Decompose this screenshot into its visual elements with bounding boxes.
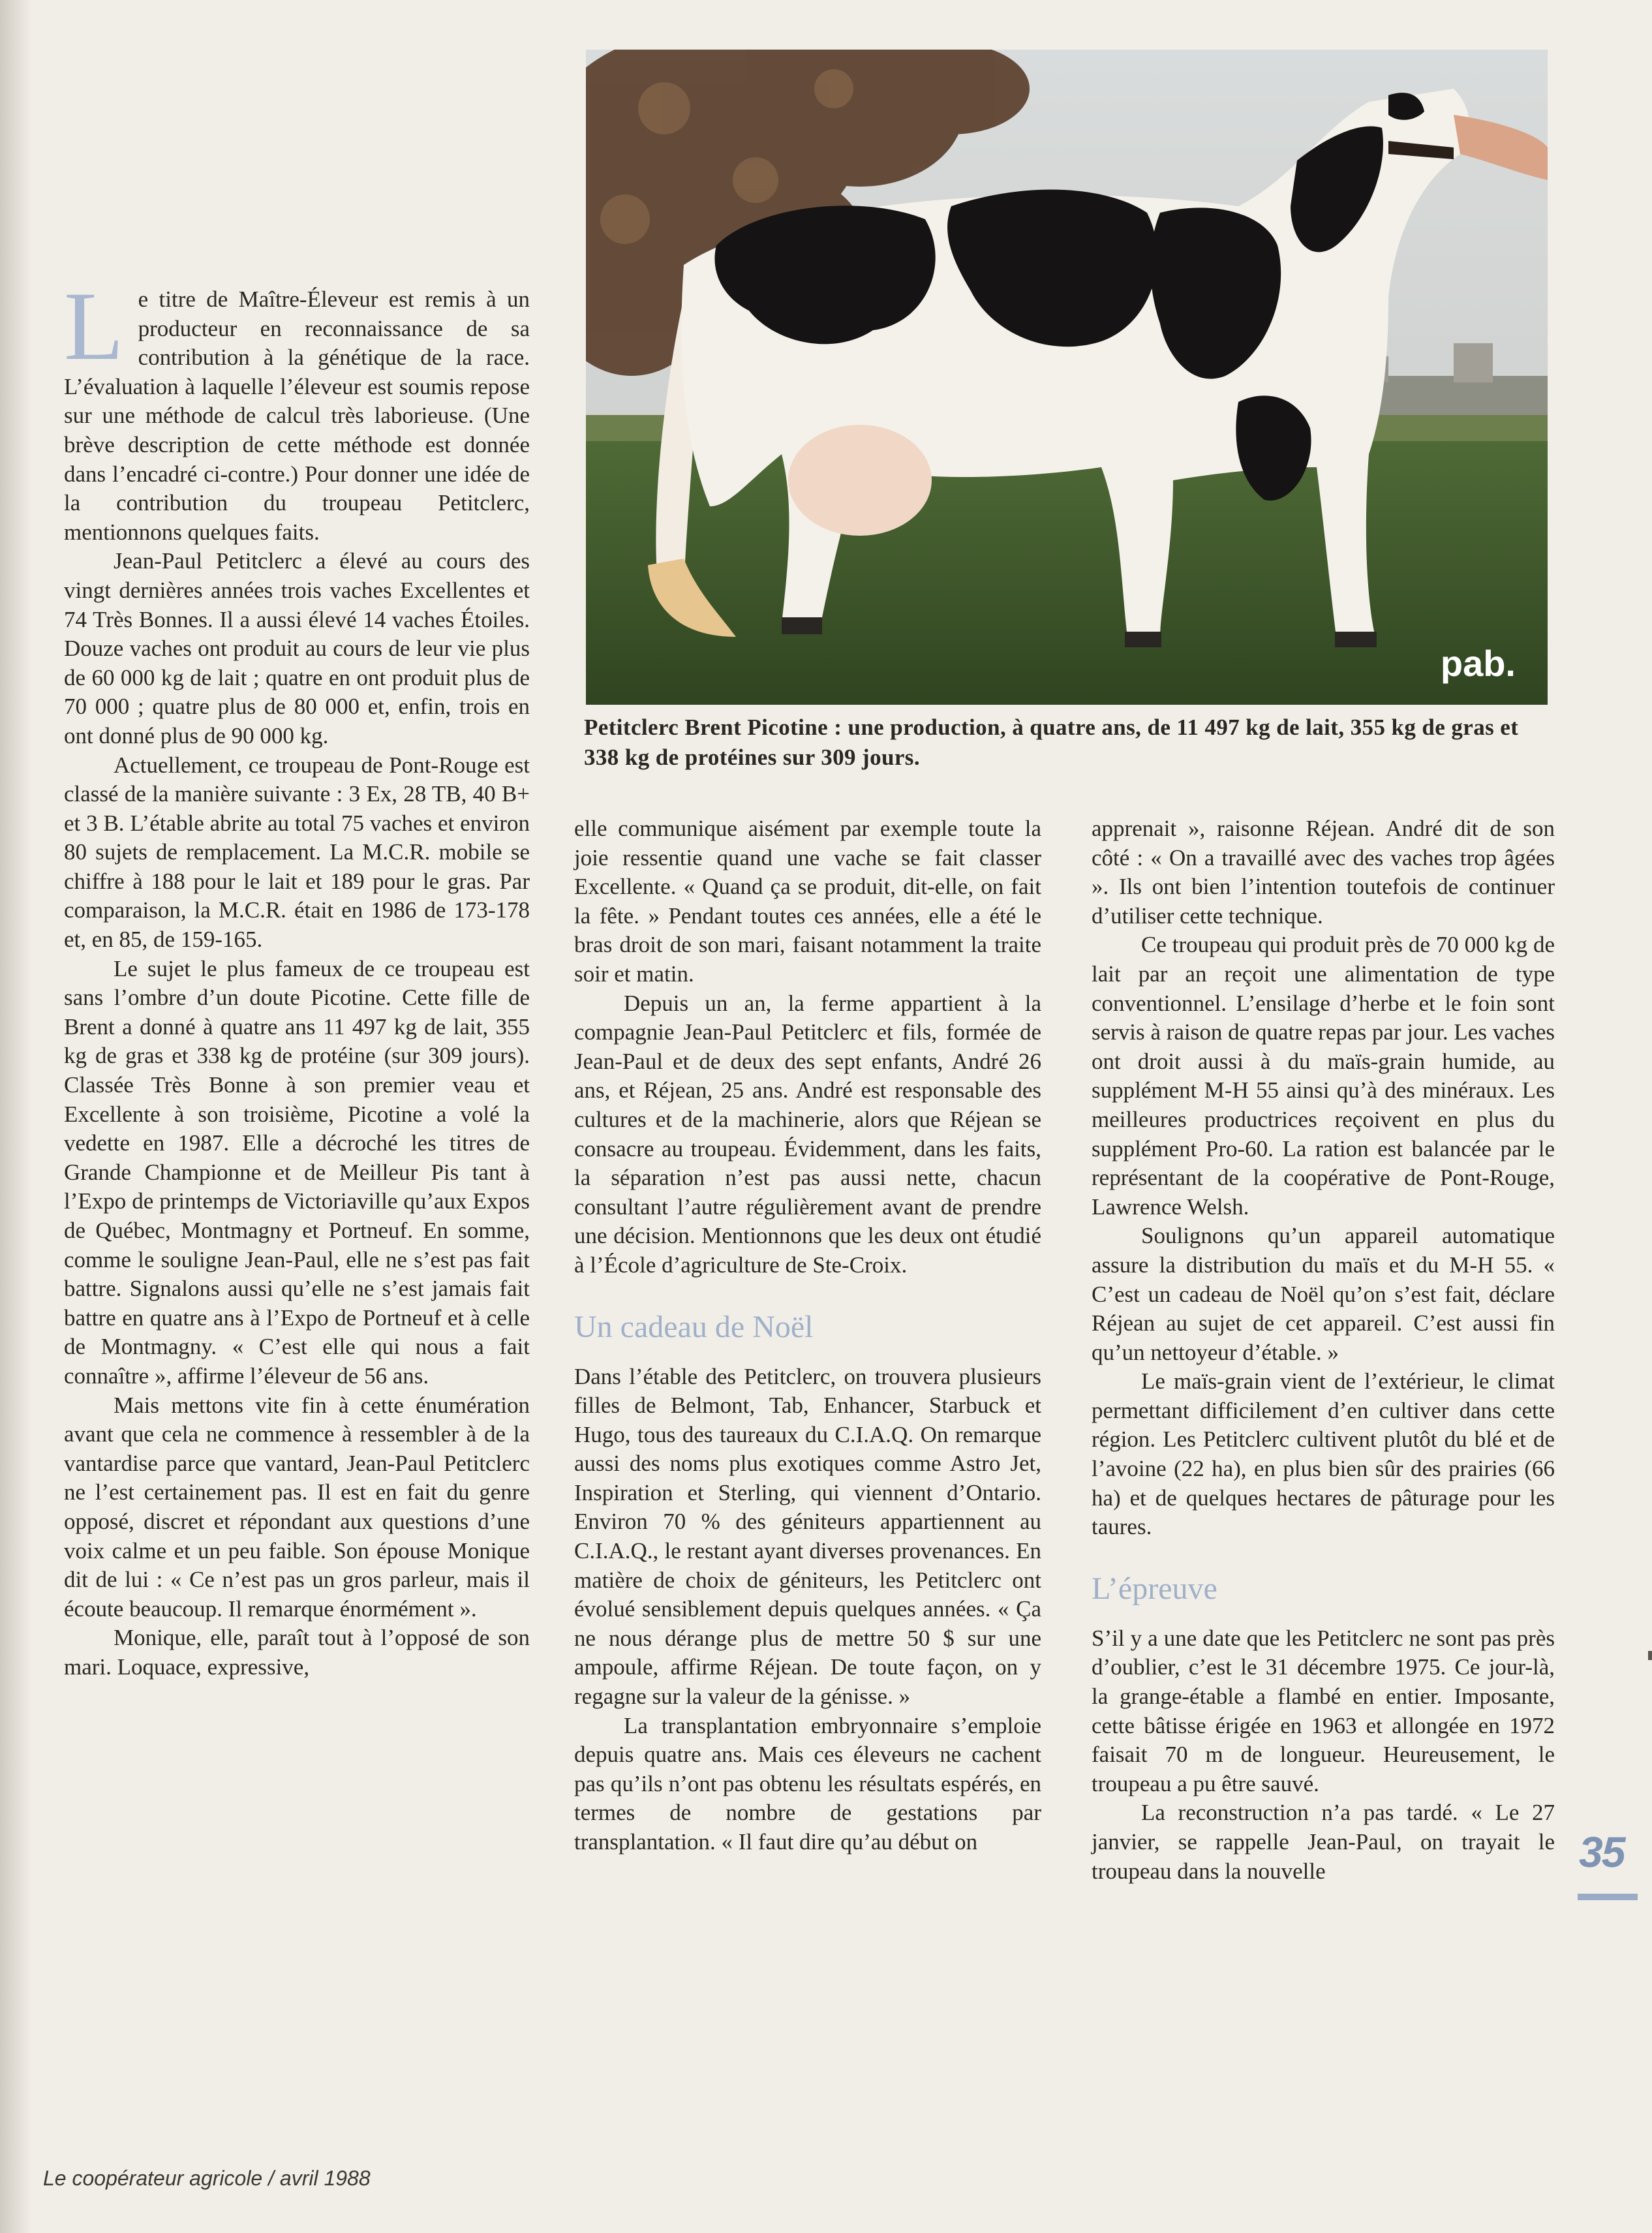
paragraph: Soulignons qu’un appareil automatique assure la distribution du maïs et du M-H 55. « C’est un cadeau de Noël qu’on s’est fait, déclare Réjean au sujet de cet appareil. C’est aussi fin qu’un nettoyeur d’étable. » (1092, 1223, 1555, 1365)
article-column-1 (64, 272, 530, 1682)
paragraph: Le maïs-grain vient de l’extérieur, le climat permettant difficilement d’en cultiver dans cette région. Les Petitclerc cultivent plutôt du blé et de l’avoine (22 ha), en plus bien sûr des prairies (66 ha) et de quelques hectares de pâturage pour les taures. (1092, 1368, 1555, 1540)
paragraph: elle communique aisément par exemple toute la joie ressentie quand une vache se fait classer Excellente. « Quand ça se produit, dit-elle, on fait la fête. » Pendant toutes ces années, elle a été le bras droit de son mari, faisant notamment la traite soir et matin. (574, 816, 1041, 987)
paragraph: Depuis un an, la ferme appartient à la compagnie Jean-Paul Petitclerc et fils, formée de Jean-Paul et de deux des sept enfants, André 26 ans, et Réjean, 25 ans. André est responsable des cultures et de la machinerie, alors que Réjean se consacre au troupeau. Évidemment, dans les faits, la séparation n’est pas aussi nette, chacun consultant l’autre régulièrement avant de prendre une décision. Mentionnons que les deux ont étudié à l’École d’agriculture de Ste-Croix. (574, 990, 1041, 1278)
margin-mark (1648, 1651, 1652, 1660)
page-number-rule (1578, 1894, 1638, 1900)
cow-illustration (586, 50, 1548, 705)
paragraph: Ce troupeau qui produit près de 70 000 kg de lait par an reçoit une alimentation de type conventionnel. L’ensilage d’herbe et le foin sont servis à raison de quatre repas par jour. Les vaches ont droit aussi à du maïs-grain humide, au supplément M-H 55 ainsi qu’à des minéraux. Les meilleures productrices reçoivent en plus du supplément Pro-60. La ration est balancée par le représentant de la coopérative de Pont-Rouge, Lawrence Welsh. (1092, 932, 1555, 1220)
paragraph-intro-text: e titre de Maître-Éleveur est remis à un producteur en reconnaissance de sa contribution à la génétique de la race. L’évaluation à laquelle l’éleveur est soumis repose sur une méthode de calcul très laborieuse. (Une brève description de cette méthode est donnée dans l’encadré ci-contre.) Pour donner une idée de la contribution du troupeau Petitclerc, mentionnons quelques faits. (64, 286, 530, 545)
paragraph: Mais mettons vite fin à cette énumération avant que cela ne commence à ressembler à de la vantardise parce que vantard, Jean-Paul Petitclerc ne l’est certainement pas. Il est en fait du genre opposé, discret et répondant aux questions d’une voix calme et un peu faible. Son épouse Monique dit de lui : « Ce n’est pas un gros parleur, mais il écoute beaucoup. Il remarque énormément ». (64, 1392, 530, 1622)
cow-photo (586, 50, 1548, 705)
paragraph: S’il y a une date que les Petitclerc ne sont pas près d’oublier, c’est le 31 décembre 1975. Ce jour-là, la grange-étable a flambé en entier. Imposante, cette bâtisse érigée en 1963 et allongée en 1972 faisait 70 m de longueur. Heureusement, le troupeau a pu être sauvé. (1092, 1625, 1555, 1796)
page-gutter-shadow (0, 0, 31, 2233)
page-number: 35 (1579, 1828, 1625, 1876)
photo-credit: pab. (1440, 643, 1516, 684)
photo-caption: Petitclerc Brent Picotine : une production, à quatre ans, de 11 497 kg de lait, 355 kg de gras et 338 kg de protéines sur 309 jours. (584, 715, 1519, 770)
section-heading: Un cadeau de Noël (574, 1309, 814, 1344)
paragraph: Dans l’étable des Petitclerc, on trouvera plusieurs filles de Belmont, Tab, Enhancer, Starbuck et Hugo, tous des taureaux du C.I.A.Q. On remarque aussi des noms plus exotiques comme Astro Jet, Inspiration et Sterling, qui viennent d’Ontario. Environ 70 % des géniteurs appartiennent au C.I.A.Q., le restant ayant diverses provenances. En matière de choix de géniteurs, les Petitclerc ont évolué sensiblement depuis quelques années. « Ça ne nous dérange plus de mettre 50 $ sur une ampoule, affirme Réjean. De toute façon, on y regagne sur la valeur de la génisse. » (574, 1363, 1041, 1710)
paragraph: Le sujet le plus fameux de ce troupeau est sans l’ombre d’un doute Picotine. Cette fille de Brent a donné à quatre ans 11 497 kg de lait, 355 kg de gras et 338 kg de protéine (sur 309 jours). Classée Très Bonne à son premier veau et Excellente à son troisième, Picotine a volé la vedette en 1987. Elle a décroché les titres de Grande Championne et de Meilleur Pis tant à l’Expo de printemps de Victoriaville qu’aux Expos de Québec, Montmagny et Portneuf. En somme, comme le souligne Jean-Paul, elle ne s’est pas fait battre. Signalons aussi qu’elle ne s’est jamais fait battre en quatre ans à l’Expo de Portneuf et à celle de Montmagny. « C’est elle qui nous a fait connaître », affirme l’éleveur de 56 ans. (64, 955, 530, 1389)
paragraph-intro (64, 272, 530, 547)
paragraph: Jean-Paul Petitclerc a élevé au cours des vingt dernières années trois vaches Excellentes et 74 Très Bonnes. Il a aussi élevé 14 vaches Étoiles. Douze vaches ont produit au cours de leur vie plus de 60 000 kg de lait ; quatre en ont produit plus de 70 000 ; quatre plus de 80 000 et, enfin, trois en ont donné plus de 90 000 kg. (64, 548, 530, 748)
page-footer: Le coopérateur agricole / avril 1988 (43, 2166, 371, 2190)
paragraph: La transplantation embryonnaire s’emploie depuis quatre ans. Mais ces éleveurs ne cachent pas qu’ils n’ont pas obtenu les résultats espérés, en termes de nombre de gestations par transplantation. « Il faut dire qu’au début on (574, 1712, 1041, 1855)
drop-cap: L (64, 272, 124, 380)
paragraph: Actuellement, ce troupeau de Pont-Rouge est classé de la manière suivante : 3 Ex, 28 TB, 40 B+ et 3 B. L’étable abrite au total 75 vaches et environ 80 sujets de remplacement. La M.C.R. mobile se chiffre à 188 pour le lait et 189 pour le gras. Par comparaison, la M.C.R. était en 1986 de 173-178 et, en 85, de 159-165. (64, 752, 530, 953)
section-heading: L’épreuve (1092, 1571, 1217, 1606)
article-column-2 (574, 814, 1041, 1857)
paragraph: Monique, elle, paraît tout à l’opposé de son mari. Loquace, expressive, (64, 1625, 530, 1680)
paragraph: La reconstruction n’a pas tardé. « Le 27 janvier, se rappelle Jean-Paul, on trayait le troupeau dans la nouvelle (1092, 1800, 1555, 1884)
article-column-3 (1092, 814, 1555, 1886)
paragraph: apprenait », raisonne Réjean. André dit de son côté : « On a travaillé avec des vaches trop âgées ». Ils ont bien l’intention toutefois de continuer d’utiliser cette technique. (1092, 816, 1555, 929)
